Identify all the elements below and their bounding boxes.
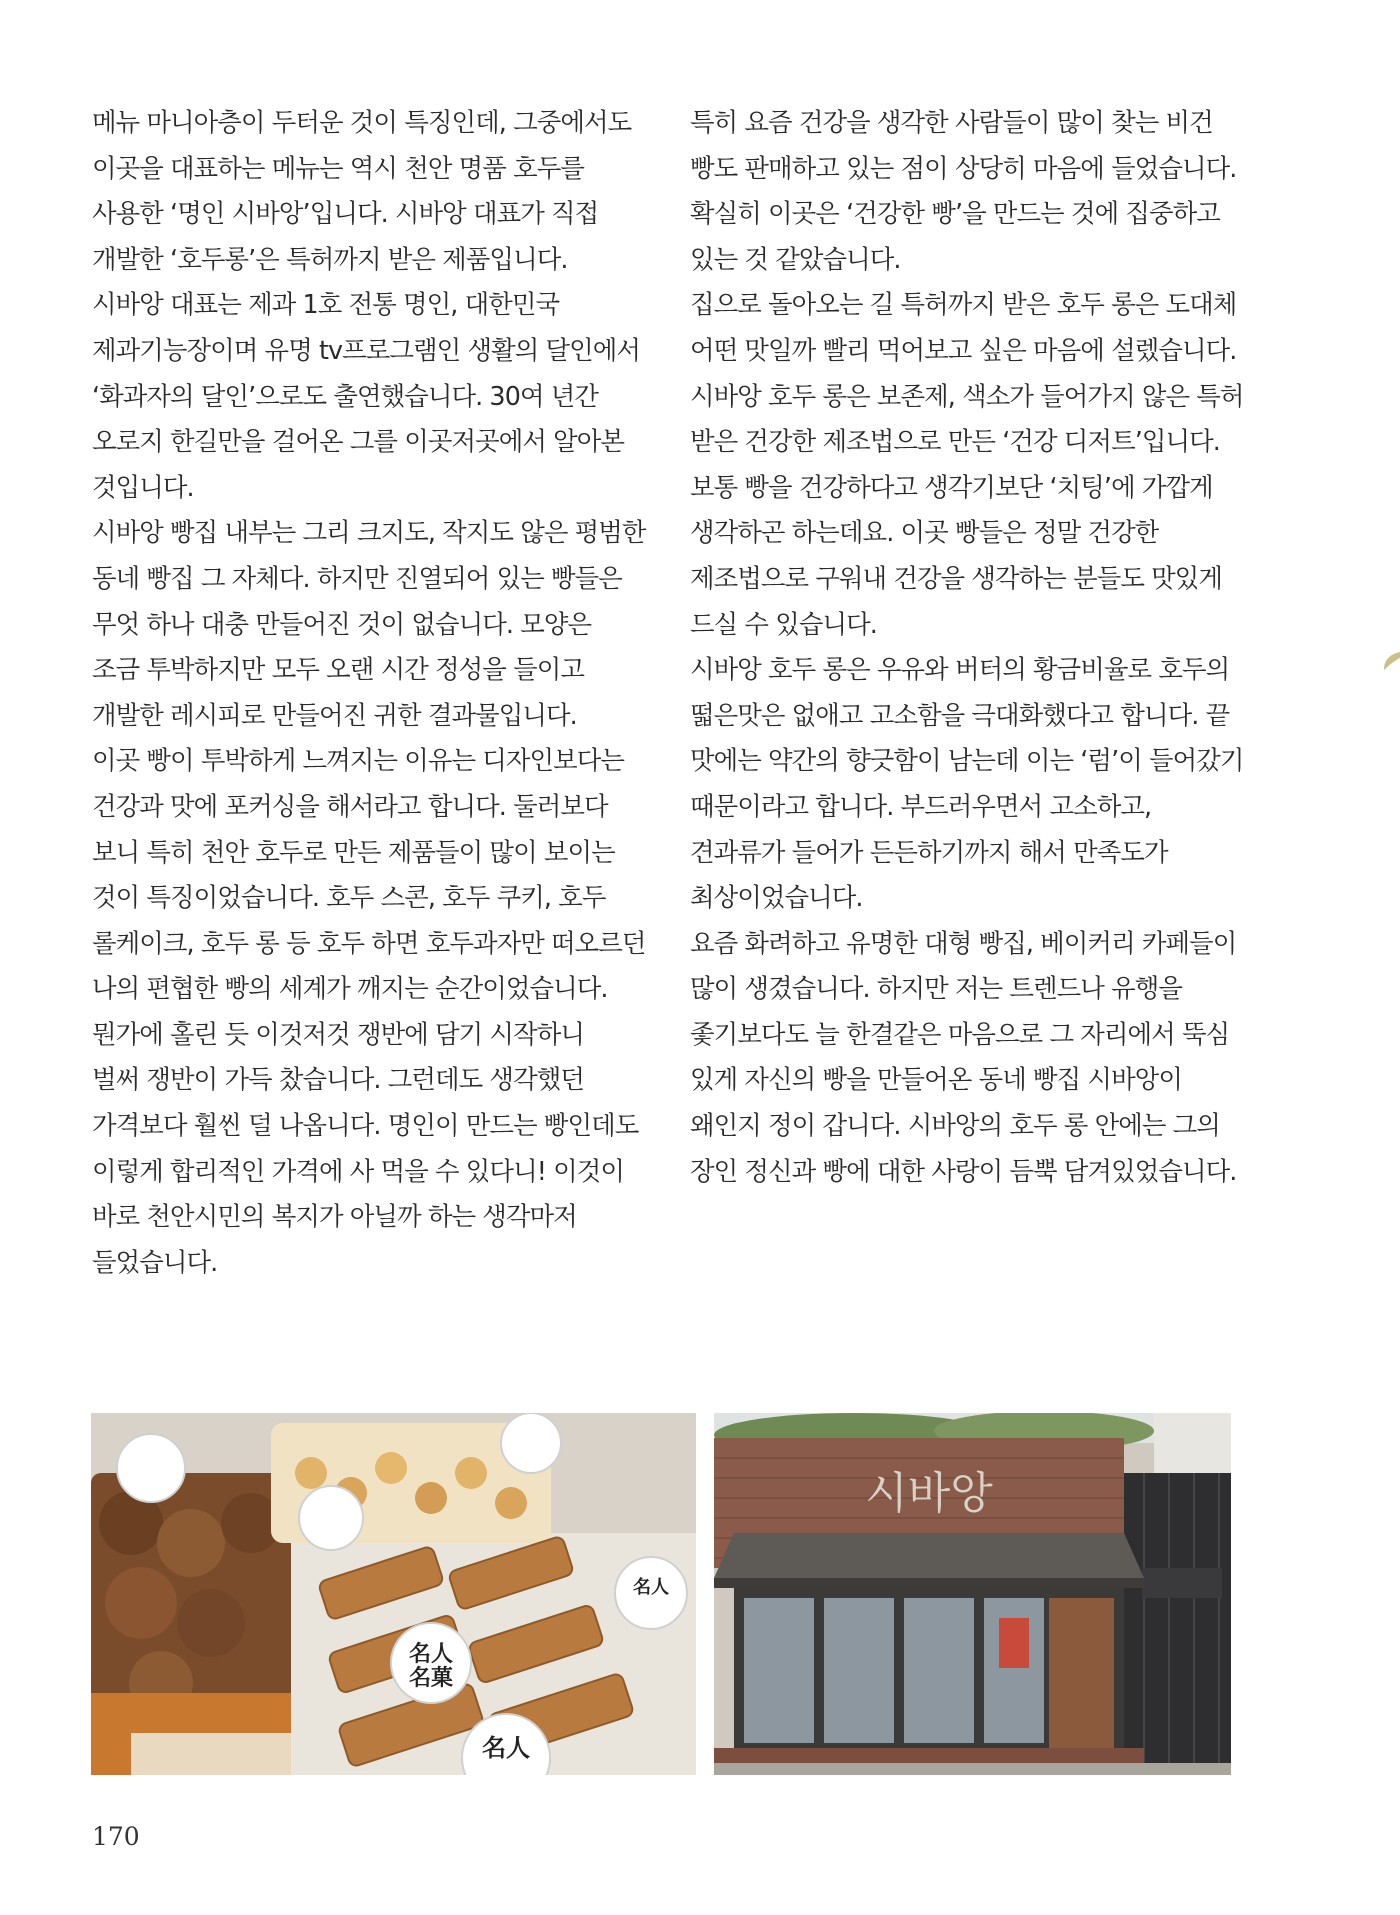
right-column-text-line: 드실 수 있습니다. bbox=[690, 608, 877, 639]
right-column-text-line: 제조법으로 구워내 건강을 생각하는 분들도 맛있게 bbox=[690, 562, 1223, 593]
right-column-text-line: 있는 것 같았습니다. bbox=[690, 243, 901, 274]
right-column-text-line: 생각하곤 하는데요. 이곳 빵들은 정말 건강한 bbox=[690, 517, 1159, 548]
left-column-text-line: 제과기능장이며 유명 tv프로그램인 생활의 달인에서 bbox=[92, 334, 641, 365]
left-column-text-line: 메뉴 마니아층이 두터운 것이 특징인데, 그중에서도 bbox=[92, 107, 632, 137]
left-column-text-line: 롤케이크, 호두 롱 등 호두 하면 호두과자만 떠오르던 bbox=[92, 927, 646, 958]
left-text-column bbox=[92, 100, 652, 1285]
pastry-photo bbox=[91, 1413, 696, 1775]
left-column-text-line: 이곳 빵이 투박하게 느껴지는 이유는 디자인보다는 bbox=[92, 745, 625, 776]
left-column-text-line: 이곳을 대표하는 메뉴는 역시 천안 명품 호두를 bbox=[92, 152, 584, 183]
right-column-text-line: 확실히 이곳은 ‘건강한 빵’을 만드는 것에 집중하고 bbox=[690, 198, 1220, 229]
left-column-text-line: 시바앙 대표는 제과 1호 전통 명인, 대한민국 bbox=[92, 289, 560, 320]
pastry-photo-icon bbox=[91, 1413, 696, 1775]
right-column-text-line: 시바앙 호두 롱은 보존제, 색소가 들어가지 않은 특허 bbox=[690, 380, 1244, 411]
left-column-text-line: 벌써 쟁반이 가득 찼습니다. 그런데도 생각했던 bbox=[92, 1064, 584, 1095]
right-column-text-line: 장인 정신과 빵에 대한 사랑이 듬뿍 담겨있었습니다. bbox=[690, 1155, 1237, 1186]
page-number: 170 bbox=[92, 1822, 140, 1851]
left-column-text-line: ‘화과자의 달인’으로도 출연했습니다. 30여 년간 bbox=[92, 380, 598, 411]
right-column-text-line: 맛에는 약간의 향긋함이 남는데 이는 ‘럼’이 들어갔기 bbox=[690, 745, 1244, 776]
right-column-text-line: 받은 건강한 제조법으로 만든 ‘건강 디저트’입니다. bbox=[690, 426, 1220, 457]
left-column-text-line: 개발한 레시피로 만들어진 귀한 결과물입니다. bbox=[92, 699, 577, 730]
left-column-text-line: 나의 편협한 빵의 세계가 깨지는 순간이었습니다. bbox=[92, 973, 608, 1004]
left-column-text-line: 시바앙 빵집 내부는 그리 크지도, 작지도 않은 평범한 bbox=[92, 517, 646, 548]
storefront-photo bbox=[714, 1413, 1231, 1775]
right-column-text-line: 견과류가 들어가 든든하기까지 해서 만족도가 bbox=[690, 836, 1168, 867]
left-column-text-line: 사용한 ‘명인 시바앙’입니다. 시바앙 대표가 직접 bbox=[92, 198, 599, 229]
left-column-text-line: 것이 특징이었습니다. 호두 스콘, 호두 쿠키, 호두 bbox=[92, 882, 606, 913]
right-column-text-line: 보통 빵을 건강하다고 생각기보단 ‘치팅’에 가깝게 bbox=[690, 471, 1213, 502]
storefront-sign-text: 시바앙 bbox=[865, 1468, 993, 1519]
right-column-text-line: 많이 생겼습니다. 하지만 저는 트렌드나 유행을 bbox=[690, 973, 1182, 1004]
right-column-text-line: 빵도 판매하고 있는 점이 상당히 마음에 들었습니다. bbox=[690, 152, 1237, 183]
left-column-text-line: 건강과 맛에 포커싱을 해서라고 합니다. 둘러보다 bbox=[92, 790, 608, 821]
right-column-text-line: 때문이라고 합니다. 부드러우면서 고소하고, bbox=[690, 790, 1152, 821]
left-column-text-line: 보니 특히 천안 호두로 만든 제품들이 많이 보이는 bbox=[92, 836, 615, 867]
left-column-text-line: 동네 빵집 그 자체다. 하지만 진열되어 있는 빵들은 bbox=[92, 562, 622, 593]
right-column-text-line: 집으로 돌아오는 길 특허까지 받은 호두 롱은 도대체 bbox=[690, 289, 1237, 320]
right-column-text-line: 최상이었습니다. bbox=[690, 882, 863, 913]
right-column-text-line: 좇기보다도 늘 한결같은 마음으로 그 자리에서 뚝심 bbox=[690, 1018, 1230, 1049]
right-column-text-line: 왜인지 정이 갑니다. 시바앙의 호두 롱 안에는 그의 bbox=[690, 1110, 1220, 1141]
leaf-decoration-icon bbox=[1382, 650, 1400, 672]
right-column-text-line: 요즘 화려하고 유명한 대형 빵집, 베이커리 카페들이 bbox=[690, 927, 1237, 958]
left-column-text-line: 개발한 ‘호두롱’은 특허까지 받은 제품입니다. bbox=[92, 243, 568, 274]
left-column-text-line: 이렇게 합리적인 가격에 사 먹을 수 있다니! 이것이 bbox=[92, 1155, 625, 1186]
right-column-text-line: 떫은맛은 없애고 고소함을 극대화했다고 합니다. 끝 bbox=[690, 699, 1230, 730]
left-column-text-line: 들었습니다. bbox=[92, 1246, 218, 1277]
right-text-column bbox=[690, 100, 1250, 1194]
left-column-text-line: 무엇 하나 대충 만들어진 것이 없습니다. 모양은 bbox=[92, 608, 592, 639]
left-column-text-line: 것입니다. bbox=[92, 471, 194, 502]
right-column-text-line: 시바앙 호두 롱은 우유와 버터의 황금비율로 호두의 bbox=[690, 654, 1230, 685]
svg-text:名人: 名人 bbox=[633, 1577, 669, 1598]
right-column-text-line: 특히 요즘 건강을 생각한 사람들이 많이 찾는 비건 bbox=[690, 107, 1213, 137]
left-column-text-line: 뭔가에 홀린 듯 이것저것 쟁반에 담기 시작하니 bbox=[92, 1018, 584, 1049]
svg-text:名菓: 名菓 bbox=[408, 1665, 454, 1691]
left-column-text-line: 바로 천안시민의 복지가 아닐까 하는 생각마저 bbox=[92, 1201, 577, 1232]
left-column-text-line: 조금 투박하지만 모두 오랜 시간 정성을 들이고 bbox=[92, 654, 584, 685]
svg-text:名人: 名人 bbox=[408, 1641, 454, 1667]
svg-text:名人: 名人 bbox=[482, 1733, 530, 1762]
right-column-text-line: 어떤 맛일까 빨리 먹어보고 싶은 마음에 설렜습니다. bbox=[690, 334, 1237, 365]
right-column-text-line: 있게 자신의 빵을 만들어온 동네 빵집 시바앙이 bbox=[690, 1064, 1182, 1095]
left-column-text-line: 가격보다 훨씬 덜 나옵니다. 명인이 만드는 빵인데도 bbox=[92, 1110, 639, 1141]
left-column-text-line: 오로지 한길만을 걸어온 그를 이곳저곳에서 알아본 bbox=[92, 426, 625, 457]
storefront-photo-icon bbox=[714, 1413, 1231, 1775]
